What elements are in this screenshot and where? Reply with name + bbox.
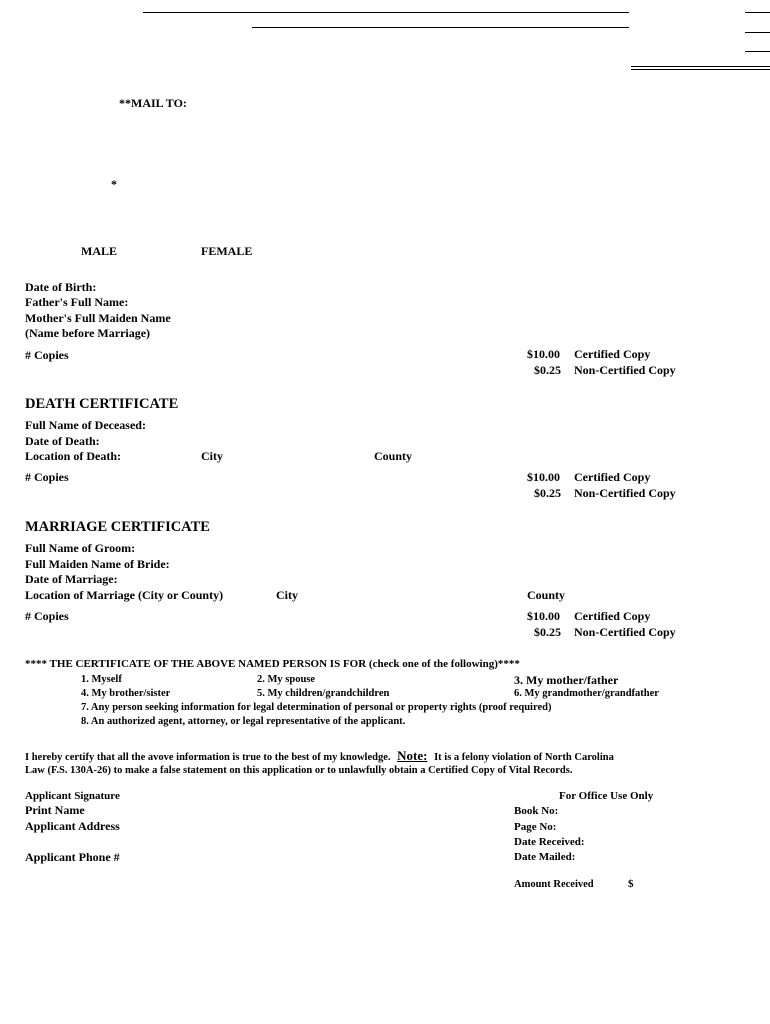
side-line-3 bbox=[745, 51, 770, 52]
date-mailed-label: Date Mailed: bbox=[514, 851, 576, 863]
birth-noncertified-label: Non-Certified Copy bbox=[574, 363, 676, 377]
bride-name-label: Full Maiden Name of Bride: bbox=[25, 557, 170, 571]
marriage-county-label: County bbox=[527, 588, 566, 602]
gender-female-label: FEMALE bbox=[201, 244, 253, 258]
applicant-address-label: Applicant Address bbox=[25, 819, 120, 833]
double-line-top bbox=[631, 66, 770, 67]
death-noncertified-amount: $0.25 bbox=[534, 486, 561, 500]
gender-male-label: MALE bbox=[81, 244, 117, 258]
marriage-certified-amount: $10.00 bbox=[527, 609, 560, 623]
relationship-option-8: 8. An authorized agent, attorney, or legal representative of the applicant. bbox=[81, 716, 406, 727]
amount-dollar-sign: $ bbox=[628, 878, 634, 890]
note-label: Note: bbox=[397, 748, 428, 763]
applicant-signature-label: Applicant Signature bbox=[25, 790, 120, 802]
mother-name-note: (Name before Marriage) bbox=[25, 326, 151, 340]
birth-copies-label: # Copies bbox=[25, 348, 69, 362]
marriage-copies-label: # Copies bbox=[25, 609, 69, 623]
side-line-2 bbox=[745, 32, 770, 33]
relationship-option-4: 4. My brother/sister bbox=[81, 688, 171, 699]
marriage-certified-label: Certified Copy bbox=[574, 609, 651, 623]
death-certified-amount: $10.00 bbox=[527, 470, 560, 484]
marriage-noncertified-label: Non-Certified Copy bbox=[574, 625, 676, 639]
marriage-noncertified-amount: $0.25 bbox=[534, 625, 561, 639]
death-certified-label: Certified Copy bbox=[574, 470, 651, 484]
felony-warning: It is a felony violation of North Carolina bbox=[434, 752, 614, 763]
birth-noncertified-amount: $0.25 bbox=[534, 363, 561, 377]
location-of-marriage-label: Location of Marriage (City or County) bbox=[25, 588, 224, 602]
page-no-label: Page No: bbox=[514, 821, 557, 833]
certify-line-2: Law (F.S. 130A-26) to make a false statement on this application or to unlawfully obtain a Certified Copy of Vital Records. bbox=[25, 765, 573, 776]
office-use-title: For Office Use Only bbox=[559, 790, 654, 802]
print-name-label: Print Name bbox=[25, 803, 85, 817]
relationship-option-3: 3. My mother/father bbox=[514, 673, 619, 687]
birth-certified-label: Certified Copy bbox=[574, 347, 651, 361]
mail-to-label: **MAIL TO: bbox=[119, 96, 187, 110]
father-name-label: Father's Full Name: bbox=[25, 295, 129, 309]
relationship-heading: **** THE CERTIFICATE OF THE ABOVE NAMED PERSON IS FOR (check one of the following)**** bbox=[25, 658, 520, 670]
date-of-birth-label: Date of Birth: bbox=[25, 280, 97, 294]
amount-received-label: Amount Received bbox=[514, 879, 594, 890]
relationship-option-2: 2. My spouse bbox=[257, 674, 316, 685]
groom-name-label: Full Name of Groom: bbox=[25, 541, 136, 555]
side-line-1 bbox=[745, 12, 770, 13]
asterisk-marker: * bbox=[111, 177, 117, 191]
marriage-city-label: City bbox=[276, 588, 298, 602]
certify-line-1 bbox=[25, 749, 614, 765]
death-copies-label: # Copies bbox=[25, 470, 69, 484]
location-of-death-label: Location of Death: bbox=[25, 449, 121, 463]
date-of-death-label: Date of Death: bbox=[25, 434, 100, 448]
deceased-name-label: Full Name of Deceased: bbox=[25, 418, 146, 432]
death-city-label: City bbox=[201, 449, 223, 463]
relationship-option-7: 7. Any person seeking information for legal determination of personal or property rights (proof required) bbox=[81, 702, 552, 713]
mother-name-label: Mother's Full Maiden Name bbox=[25, 311, 171, 325]
date-received-label: Date Received: bbox=[514, 836, 585, 848]
relationship-option-6: 6. My grandmother/grandfather bbox=[514, 688, 659, 699]
death-certificate-title: DEATH CERTIFICATE bbox=[25, 396, 179, 412]
relationship-option-5: 5. My children/grandchildren bbox=[257, 688, 390, 699]
marriage-certificate-title: MARRIAGE CERTIFICATE bbox=[25, 519, 210, 535]
book-no-label: Book No: bbox=[514, 805, 559, 817]
relationship-option-1: 1. Myself bbox=[81, 674, 122, 685]
top-line-1 bbox=[143, 12, 629, 13]
applicant-phone-label: Applicant Phone # bbox=[25, 850, 120, 864]
certify-statement: I hereby certify that all the avove information is true to the best of my knowledge. bbox=[25, 752, 391, 763]
top-line-2 bbox=[252, 27, 629, 28]
death-noncertified-label: Non-Certified Copy bbox=[574, 486, 676, 500]
death-county-label: County bbox=[374, 449, 413, 463]
birth-certified-amount: $10.00 bbox=[527, 347, 560, 361]
date-of-marriage-label: Date of Marriage: bbox=[25, 572, 118, 586]
double-line-bottom bbox=[631, 69, 770, 70]
